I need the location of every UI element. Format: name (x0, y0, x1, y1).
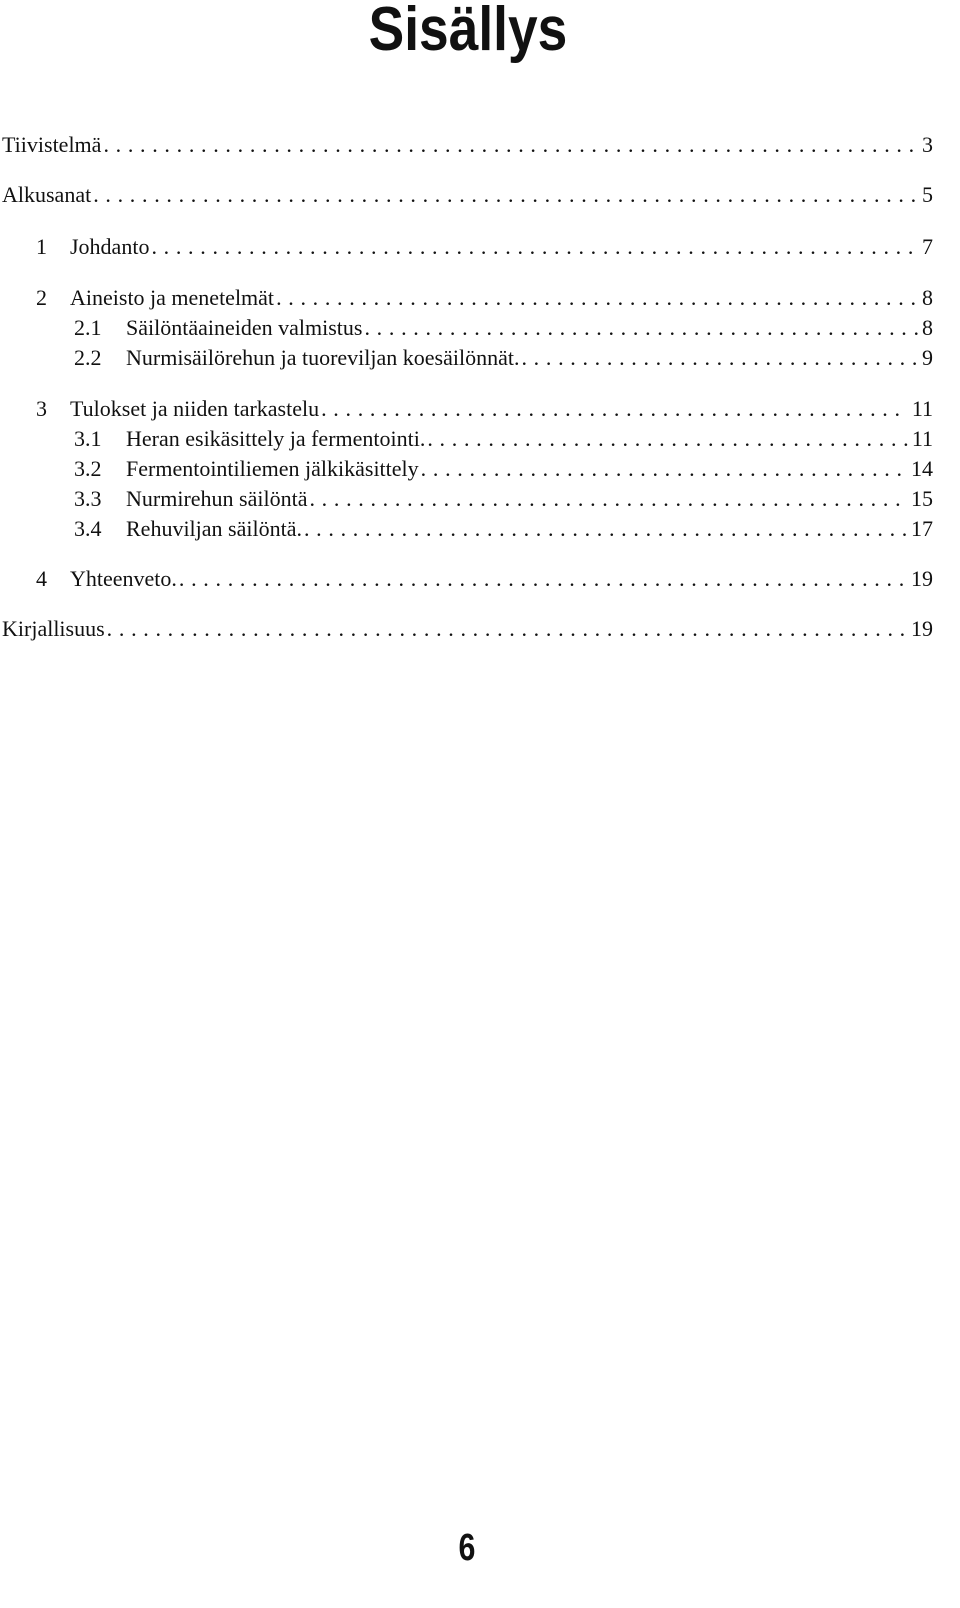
toc-entry-number: 3.1 (74, 426, 102, 451)
dot-leader (179, 564, 907, 594)
toc-entry-number: 4 (36, 566, 47, 591)
toc-entry-number: 3.4 (74, 516, 102, 541)
toc-entry-page: 7 (922, 234, 933, 259)
toc-entry-title: Tulokset ja niiden tarkastelu (70, 396, 320, 421)
toc-entry-page: 5 (922, 182, 933, 207)
dot-leader (103, 130, 918, 160)
toc-entry-page: 3 (922, 132, 933, 157)
toc-entry[interactable] (36, 564, 933, 594)
toc-entry-title: Rehuviljan säilöntä. (126, 516, 302, 541)
toc-entry[interactable] (36, 283, 933, 313)
toc-entry-title: Kirjallisuus (2, 616, 105, 641)
toc-entry-page: 11 (911, 426, 933, 451)
toc-entry[interactable] (74, 343, 933, 373)
toc-entry-title: Tiivistelmä (2, 132, 102, 157)
toc-entry-title: Alkusanat (2, 182, 92, 207)
dot-leader (321, 394, 908, 424)
toc-entry[interactable] (74, 424, 933, 454)
toc-entry-page: 11 (911, 396, 933, 421)
footer-page-number: 6 (458, 1527, 476, 1569)
toc-entry[interactable] (74, 454, 933, 484)
toc-entry-number: 2.2 (74, 345, 102, 370)
toc-entry-page: 17 (911, 516, 933, 541)
dot-leader (521, 343, 918, 373)
toc-entry-title: Nurmirehun säilöntä (126, 486, 308, 511)
dot-leader (93, 180, 918, 210)
toc-entry-title: Säilöntäaineiden valmistus (126, 315, 363, 340)
dot-leader (364, 313, 918, 343)
dot-leader (427, 424, 907, 454)
toc-entry-page: 14 (911, 456, 933, 481)
toc-entry[interactable] (74, 514, 933, 544)
dot-leader (107, 614, 907, 644)
toc-entry-number: 3.2 (74, 456, 102, 481)
toc-entry-page: 19 (911, 616, 933, 641)
toc-entry-title: Heran esikäsittely ja fermentointi. (126, 426, 426, 451)
toc-entry-title: Johdanto (70, 234, 150, 259)
page-title: Sisällys (368, 0, 568, 64)
toc-entry-title: Nurmisäilörehun ja tuoreviljan koesäilönnät. (126, 345, 520, 370)
dot-leader (276, 283, 918, 313)
toc-entry[interactable] (36, 232, 933, 262)
toc-entry-title: Yhteenveto. (70, 566, 177, 591)
toc-entry-page: 15 (911, 486, 933, 511)
toc-entry-title: Fermentointiliemen jälkikäsittely (126, 456, 419, 481)
toc-entry[interactable] (2, 180, 933, 210)
toc-entry-title: Aineisto ja menetelmät (70, 285, 275, 310)
toc-entry-page: 8 (922, 315, 933, 340)
toc-entry-page: 8 (922, 285, 933, 310)
toc-entry-number: 3 (36, 396, 47, 421)
toc-entry-page: 19 (911, 566, 933, 591)
dot-leader (151, 232, 918, 262)
toc-entry-number: 1 (36, 234, 47, 259)
toc-entry-page: 9 (922, 345, 933, 370)
toc-entry[interactable] (74, 313, 933, 343)
toc-entry[interactable] (36, 394, 933, 424)
toc-entry[interactable] (2, 130, 933, 160)
dot-leader (309, 484, 907, 514)
toc-entry[interactable] (74, 484, 933, 514)
toc-entry[interactable] (2, 614, 933, 644)
toc-entry-number: 3.3 (74, 486, 102, 511)
toc-entry-number: 2 (36, 285, 47, 310)
dot-leader (421, 454, 907, 484)
dot-leader (304, 514, 907, 544)
toc-entry-number: 2.1 (74, 315, 102, 340)
